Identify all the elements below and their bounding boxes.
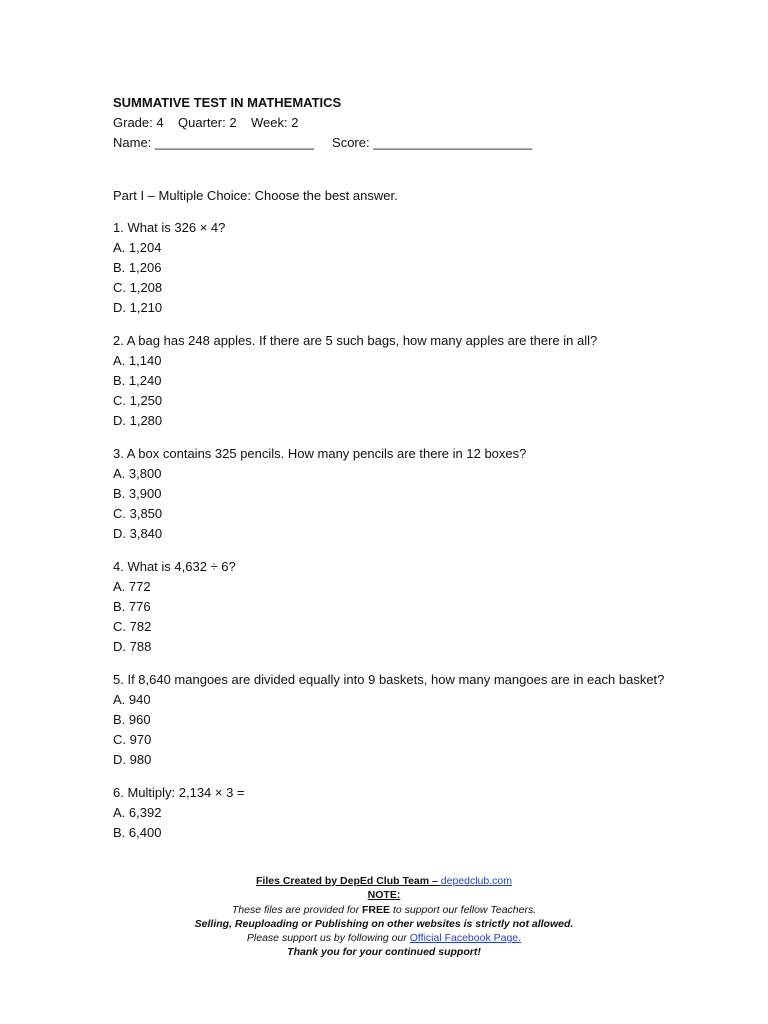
choice-b: B. 776: [113, 599, 151, 614]
footer-free-line: [0, 903, 768, 917]
choice-a: A. 940: [113, 692, 151, 707]
footer-thank-you: Thank you for your continued support!: [287, 946, 481, 959]
facebook-page-link[interactable]: Official Facebook Page.: [409, 932, 522, 945]
test-content: [113, 93, 713, 843]
choice-d: D. 1,210: [113, 300, 163, 315]
choice-d: D. 980: [113, 752, 152, 767]
question-3: [113, 444, 713, 544]
free-word: FREE: [362, 903, 391, 916]
choice-b: B. 6,400: [113, 825, 162, 840]
page-footer: [0, 874, 768, 960]
choice-c: C. 1,208: [113, 280, 163, 295]
credit-text: Files Created by DepEd Club Team –: [256, 875, 441, 887]
question-4: [113, 557, 713, 657]
choice-a: A. 3,800: [113, 466, 162, 481]
question-2: [113, 331, 713, 431]
choice-d: D. 788: [113, 639, 152, 654]
question-text: 1. What is 326 × 4?: [113, 220, 226, 235]
part1-instructions: Part I – Multiple Choice: Choose the best answer.: [113, 188, 398, 203]
footer-selling-warning: Selling, Reuploading or Publishing on other websites is strictly not allowed.: [194, 917, 574, 930]
question-1: [113, 218, 713, 318]
choice-c: C. 3,850: [113, 506, 163, 521]
choice-a: A. 772: [113, 579, 151, 594]
choice-a: A. 1,140: [113, 353, 162, 368]
choice-c: C. 782: [113, 619, 152, 634]
choice-d: D. 1,280: [113, 413, 163, 428]
choice-d: D. 3,840: [113, 526, 163, 541]
test-title: SUMMATIVE TEST IN MATHEMATICS: [113, 95, 342, 110]
choice-c: C. 1,250: [113, 393, 163, 408]
question-6: [113, 783, 713, 843]
choice-b: B. 3,900: [113, 486, 162, 501]
question-5: [113, 670, 713, 770]
depedclub-link[interactable]: depedclub.com: [440, 875, 512, 887]
question-text: 5. If 8,640 mangoes are divided equally into 9 baskets, how many mangoes are in each basket?: [113, 672, 665, 687]
footer-support-line: [0, 931, 768, 945]
choice-b: B. 1,240: [113, 373, 162, 388]
footer-credit: [0, 874, 768, 888]
question-text: 3. A box contains 325 pencils. How many pencils are there in 12 boxes?: [113, 446, 527, 461]
choice-b: B. 960: [113, 712, 151, 727]
support-text: Please support us by following our: [246, 932, 410, 945]
question-text: 6. Multiply: 2,134 × 3 =: [113, 785, 245, 800]
grade-quarter-week: Grade: 4 Quarter: 2 Week: 2: [113, 115, 299, 130]
choice-c: C. 970: [113, 732, 152, 747]
footer-note-label: NOTE:: [367, 889, 401, 902]
choice-a: A. 6,392: [113, 805, 162, 820]
choice-a: A. 1,204: [113, 240, 162, 255]
free-line-start: These files are provided for: [231, 903, 363, 916]
name-score-line: Name: ______________________ Score: ______________________: [113, 135, 533, 150]
question-text: 4. What is 4,632 ÷ 6?: [113, 559, 236, 574]
free-line-end: to support our fellow Teachers.: [390, 903, 537, 916]
question-text: 2. A bag has 248 apples. If there are 5 such bags, how many apples are there in all?: [113, 333, 598, 348]
choice-b: B. 1,206: [113, 260, 162, 275]
